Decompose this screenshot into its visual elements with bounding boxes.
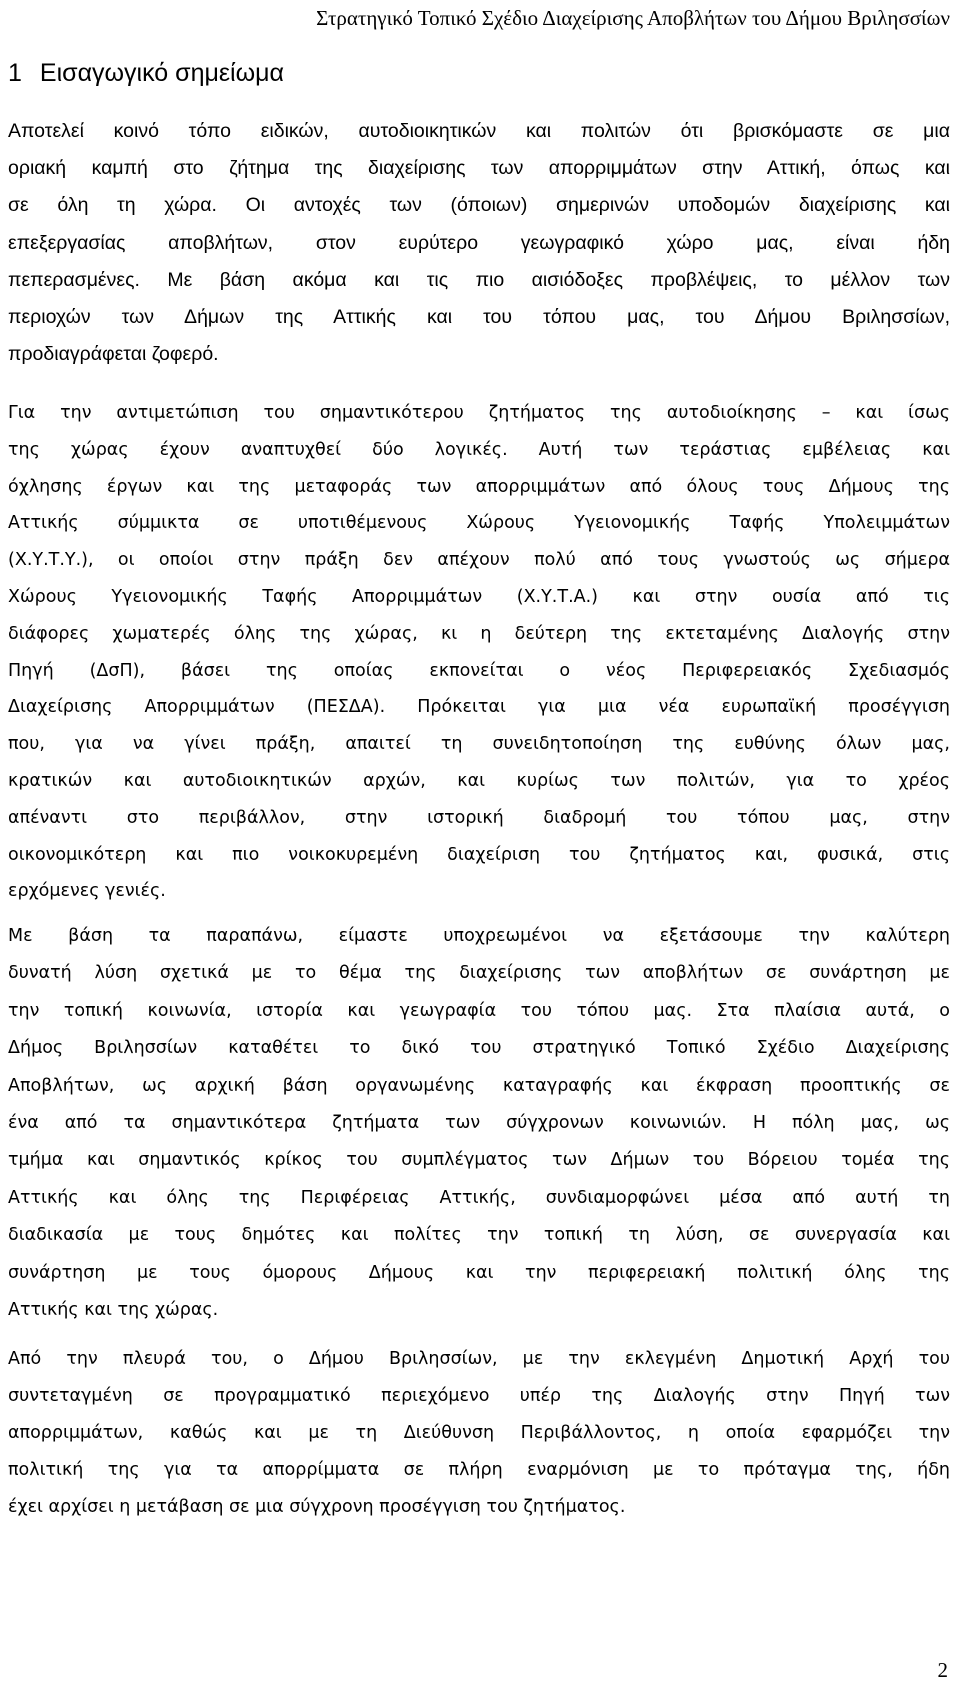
paragraph-line: Αττικής σύμμικτα σε υποτιθέμενους Χώρους Υγειονομικής Ταφής Υπολειμμάτων	[8, 513, 950, 534]
paragraph-line: Χώρους Υγειονομικής Ταφής Απορριμμάτων (Χ.Υ.Τ.Α.) και στην ουσία από τις	[8, 587, 950, 607]
paragraph-line: έχει αρχίσει η μετάβαση σε μια σύγχρονη προσέγγιση του ζητήματος.	[8, 1497, 626, 1517]
paragraph-line: οριακή καμπή στο ζήτημα της διαχείρισης των απορριμμάτων στην Αττική, όπως και	[8, 157, 950, 180]
paragraph-line: σε όλη τη χώρα. Οι αντοχές των (όποιων) σημερινών υποδομών διαχείρισης και	[8, 194, 950, 217]
paragraph-line: οικονομικότερη και πιο νοικοκυρεμένη διαχείριση του ζητήματος και, φυσικά, στις	[8, 844, 950, 865]
paragraph-line: Δήμος Βριλησσίων καταθέτει το δικό του στρατηγικό Τοπικό Σχέδιο Διαχείρισης	[8, 1038, 950, 1059]
paragraph-line: συντεταγμένη σε προγραμματικό περιεχόμενο υπέρ της Διαλογής στην Πηγή των	[8, 1386, 950, 1406]
paragraph-line: περιοχών των Δήμων της Αττικής και του τόπου μας, του Δήμου Βριλησσίων,	[8, 306, 950, 328]
paragraph-line: Για την αντιμετώπιση του σημαντικότερου ζητήματος της αυτοδιοίκησης – και ίσως	[8, 403, 950, 423]
paragraph-line: ερχόμενες γενιές.	[8, 881, 166, 902]
paragraph-line: Πηγή (ΔσΠ), βάσει της οποίας εκπονείται ο νέος Περιφερειακός Σχεδιασμός	[8, 660, 950, 681]
paragraph-line: της χώρας έχουν αναπτυχθεί δύο λογικές. Αυτή των τεράστιας εμβέλειας και	[8, 439, 950, 460]
paragraph-line: Διαχείρισης Απορριμμάτων (ΠΕΣΔΑ). Πρόκειται για μια νέα ευρωπαϊκή προσέγγιση	[8, 697, 950, 718]
page-number: 2	[937, 1658, 948, 1682]
paragraph-line: Αττικής και όλης της Περιφέρειας Αττικής, συνδιαμορφώνει μέσα από αυτή τη	[8, 1187, 950, 1208]
paragraph-line: πολιτική της για τα απορρίμματα σε πλήρη εναρμόνιση με το πρόταγμα της, ήδη	[8, 1460, 950, 1480]
paragraph-line: κρατικών και αυτοδιοικητικών αρχών, και κυρίως των πολιτών, για το χρέος	[8, 771, 950, 791]
paragraph-line: Αττικής και της χώρας.	[8, 1300, 219, 1320]
paragraph-line: τμήμα και σημαντικός κρίκος του συμπλέγματος των Δήμων του Βόρειου τομέα της	[8, 1150, 950, 1171]
paragraph-line: προδιαγράφεται ζοφερό.	[8, 343, 219, 366]
paragraph-line: ένα από τα σημαντικότερα ζητήματα των σύγχρονων κοινωνιών. Η πόλη μας, ως	[8, 1113, 950, 1133]
paragraph-line: Αποβλήτων, ως αρχική βάση οργανωμένης καταγραφής και έκφραση προοπτικής σε	[8, 1075, 950, 1096]
paragraph-line: δυνατή λύση σχετικά με το θέμα της διαχείρισης των αποβλήτων σε συνάρτηση με	[8, 963, 950, 984]
paragraph-line: διάφορες χωματερές όλης της χώρας, κι η δεύτερη της εκτεταμένης Διαλογής στην	[8, 623, 950, 644]
paragraph-line: που, για να γίνει πράξη, απαιτεί τη συνειδητοποίηση της ευθύνης όλων μας,	[8, 734, 950, 755]
paragraph-line: πεπερασμένες. Με βάση ακόμα και τις πιο αισιόδοξες προβλέψεις, το μέλλον των	[8, 268, 950, 291]
paragraph-line: Αποτελεί κοινό τόπο ειδικών, αυτοδιοικητικών και πολιτών ότι βρισκόμαστε σε μια	[8, 120, 950, 142]
section-title: Εισαγωγικό σημείωμα	[39, 59, 284, 87]
paragraph-line: όχλησης έργων και της μεταφοράς των απορριμμάτων από όλους τους Δήμους της	[8, 476, 950, 497]
paragraph-line: συνάρτηση με τους όμορους Δήμους και την περιφερειακή πολιτική όλης της	[8, 1262, 950, 1283]
running-header: Στρατηγικό Τοπικό Σχέδιο Διαχείρισης Αποβλήτων του Δήμου Βριλησσίων	[316, 6, 950, 30]
paragraph-line: διαδικασία με τους δημότες και πολίτες την τοπική τη λύση, σε συνεργασία και	[8, 1225, 950, 1246]
paragraph-line: απορριμμάτων, καθώς και με τη Διεύθυνση Περιβάλλοντος, η οποία εφαρμόζει την	[8, 1423, 950, 1443]
paragraph-line: απέναντι στο περιβάλλον, στην ιστορική διαδρομή του τόπου μας, στην	[8, 807, 950, 828]
paragraph-line: Με βάση τα παραπάνω, είμαστε υποχρεωμένοι να εξετάσουμε την καλύτερη	[8, 926, 950, 946]
section-number: 1	[8, 59, 22, 87]
paragraph-line: Από την πλευρά του, ο Δήμου Βριλησσίων, με την εκλεγμένη Δημοτική Αρχή του	[8, 1349, 950, 1369]
paragraph-line: επεξεργασίας αποβλήτων, στον ευρύτερο γεωγραφικό χώρο μας, είναι ήδη	[8, 231, 950, 254]
paragraph-line: (Χ.Υ.Τ.Υ.), οι οποίοι στην πράξη δεν απέχουν πολύ από τους γνωστούς ως σήμερα	[8, 550, 950, 571]
paragraph-line: την τοπική κοινωνία, ιστορία και γεωγραφία του τόπου μας. Στα πλαίσια αυτά, ο	[8, 1000, 950, 1021]
section-heading	[8, 56, 284, 90]
